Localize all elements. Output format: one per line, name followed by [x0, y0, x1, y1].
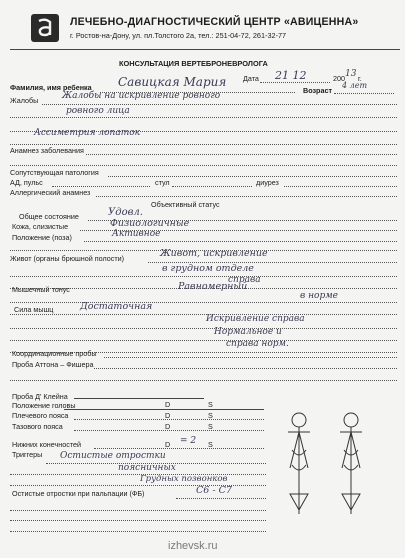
complaints-value-2: ровного лица [66, 106, 130, 116]
stool-line [172, 186, 252, 187]
abdomen-value-1: Живот, искривление [160, 248, 268, 259]
atton-line-2 [10, 380, 397, 381]
spinous-value: С6 - С7 [196, 485, 232, 496]
triggers-value-3: Грудных позвонков [140, 474, 228, 484]
objective-title: Объективный статус [151, 200, 220, 209]
spinous-label: Остистые отростки при пальпации (ФБ) [12, 489, 145, 498]
complaints-value-3: Ассиметрия лопаток [34, 128, 141, 138]
tone-value-1: Равномерный [178, 281, 248, 292]
legs-value: = 2 [180, 436, 197, 446]
bp-label: АД, пульс [10, 178, 43, 187]
strength-line-2 [10, 328, 397, 329]
age-label: Возраст [303, 86, 332, 95]
head-line [64, 409, 264, 410]
body-figure-back [336, 410, 366, 520]
pelvis-label: Тазового пояса [12, 422, 63, 431]
anamnesis-label: Анамнез заболевания [10, 146, 84, 155]
header-divider [10, 49, 400, 50]
tone-label: Мышечный тонус [12, 285, 70, 294]
bottom-line-3 [10, 531, 266, 532]
tone-value-2: в норме [300, 291, 338, 301]
anamnesis-line-1 [86, 154, 397, 155]
klein-label: Проба Д' Клейна [12, 392, 68, 401]
anamnesis-line-2 [10, 165, 397, 166]
coord-line [104, 357, 397, 358]
strength-value-3: Нормальное и [214, 327, 282, 337]
age-line [334, 93, 394, 94]
legs-s-label: S [208, 440, 213, 449]
skin-value: Физиологичные [110, 218, 190, 229]
abdomen-line-2 [10, 276, 397, 277]
shoulder-s-label: S [208, 411, 213, 420]
legs-line [94, 448, 264, 449]
clinic-logo [31, 14, 59, 42]
general-value: Удовл. [108, 207, 143, 218]
year-value: 13 [345, 69, 357, 79]
name-label: Фамилия, имя ребенка [10, 83, 92, 92]
legs-d-label: D [165, 440, 171, 449]
date-label: Дата [243, 74, 259, 83]
body-figure-front [284, 410, 314, 520]
strength-line-1 [10, 314, 397, 315]
skin-label: Кожа, слизистые [12, 222, 69, 231]
complaints-line-2 [10, 117, 397, 118]
triggers-value-1: Остистые отростки [60, 451, 166, 461]
abdomen-value-2: в грудном отделе [162, 263, 254, 274]
head-s-label: S [208, 400, 213, 409]
comorbid-label: Сопутствующая патология [10, 168, 99, 177]
watermark: izhevsk.ru [168, 540, 218, 552]
pelvis-s-label: S [208, 422, 213, 431]
klein-line [74, 398, 204, 399]
triggers-value-2: поясничных [118, 463, 176, 473]
bottom-line-2 [10, 520, 266, 521]
position-line [84, 241, 397, 242]
year-prefix: 200 [333, 74, 345, 83]
date-line [260, 82, 330, 83]
shoulder-d-label: D [165, 411, 171, 420]
complaints-line-1 [42, 104, 397, 105]
tone-line [10, 302, 397, 303]
strength-value-1: Достаточная [80, 301, 153, 312]
comorbid-line [108, 176, 397, 177]
org-name: ЛЕЧЕБНО-ДИАГНОСТИЧЕСКИЙ ЦЕНТР «АВИЦЕННА» [70, 16, 359, 28]
atton-label: Проба Аттона – Фишера [12, 360, 94, 369]
legs-label: Нижних конечностей [12, 440, 82, 449]
head-d-label: D [165, 400, 171, 409]
abdomen-label: Живот (органы брюшной полости) [10, 254, 125, 263]
allergy-label: Аллергический анамнез [10, 188, 91, 197]
stool-label: стул [155, 178, 170, 187]
head-label: Положение головы [12, 401, 76, 410]
complaints-line-4 [10, 144, 397, 145]
position-value: Активное [112, 229, 161, 239]
position-label: Положение (поза) [12, 233, 72, 242]
age-value: 4 лет [342, 81, 368, 90]
org-address: г. Ростов-на-Дону, ул. пл.Толстого 2а, тел.: 251-04-72, 261-32-77 [70, 31, 287, 40]
name-value: Савицкая Мария [118, 75, 227, 89]
triggers-line-2 [10, 474, 266, 475]
shoulder-label: Плечевого пояса [12, 411, 69, 420]
strength-value-4: справа норм. [226, 339, 289, 349]
complaints-value-1: Жалобы на искривление ровного [62, 91, 221, 101]
general-label: Общее состояние [19, 212, 79, 221]
coord-label: Координационные пробы [12, 349, 97, 358]
abdomen-value-3: справа [228, 275, 261, 285]
bottom-line-1 [10, 510, 266, 511]
form-title: КОНСУЛЬТАЦИЯ ВЕРТЕБРОНЕВРОЛОГА [119, 59, 268, 68]
triggers-label: Триггеры [12, 450, 43, 459]
pelvis-d-label: D [165, 422, 171, 431]
bp-line [52, 186, 150, 187]
allergy-line [96, 196, 397, 197]
diuresis-line [284, 186, 397, 187]
diuresis-label: диурез [256, 178, 279, 187]
complaints-label: Жалобы [10, 96, 39, 105]
strength-label: Сила мышц [14, 305, 54, 314]
strength-value-2: Искривление справа [206, 314, 305, 324]
spinous-line [176, 498, 266, 499]
year-suffix: г. [358, 74, 362, 83]
date-value: 21 12 [275, 69, 307, 82]
atton-line [94, 368, 397, 369]
strength-line-3 [10, 340, 397, 341]
